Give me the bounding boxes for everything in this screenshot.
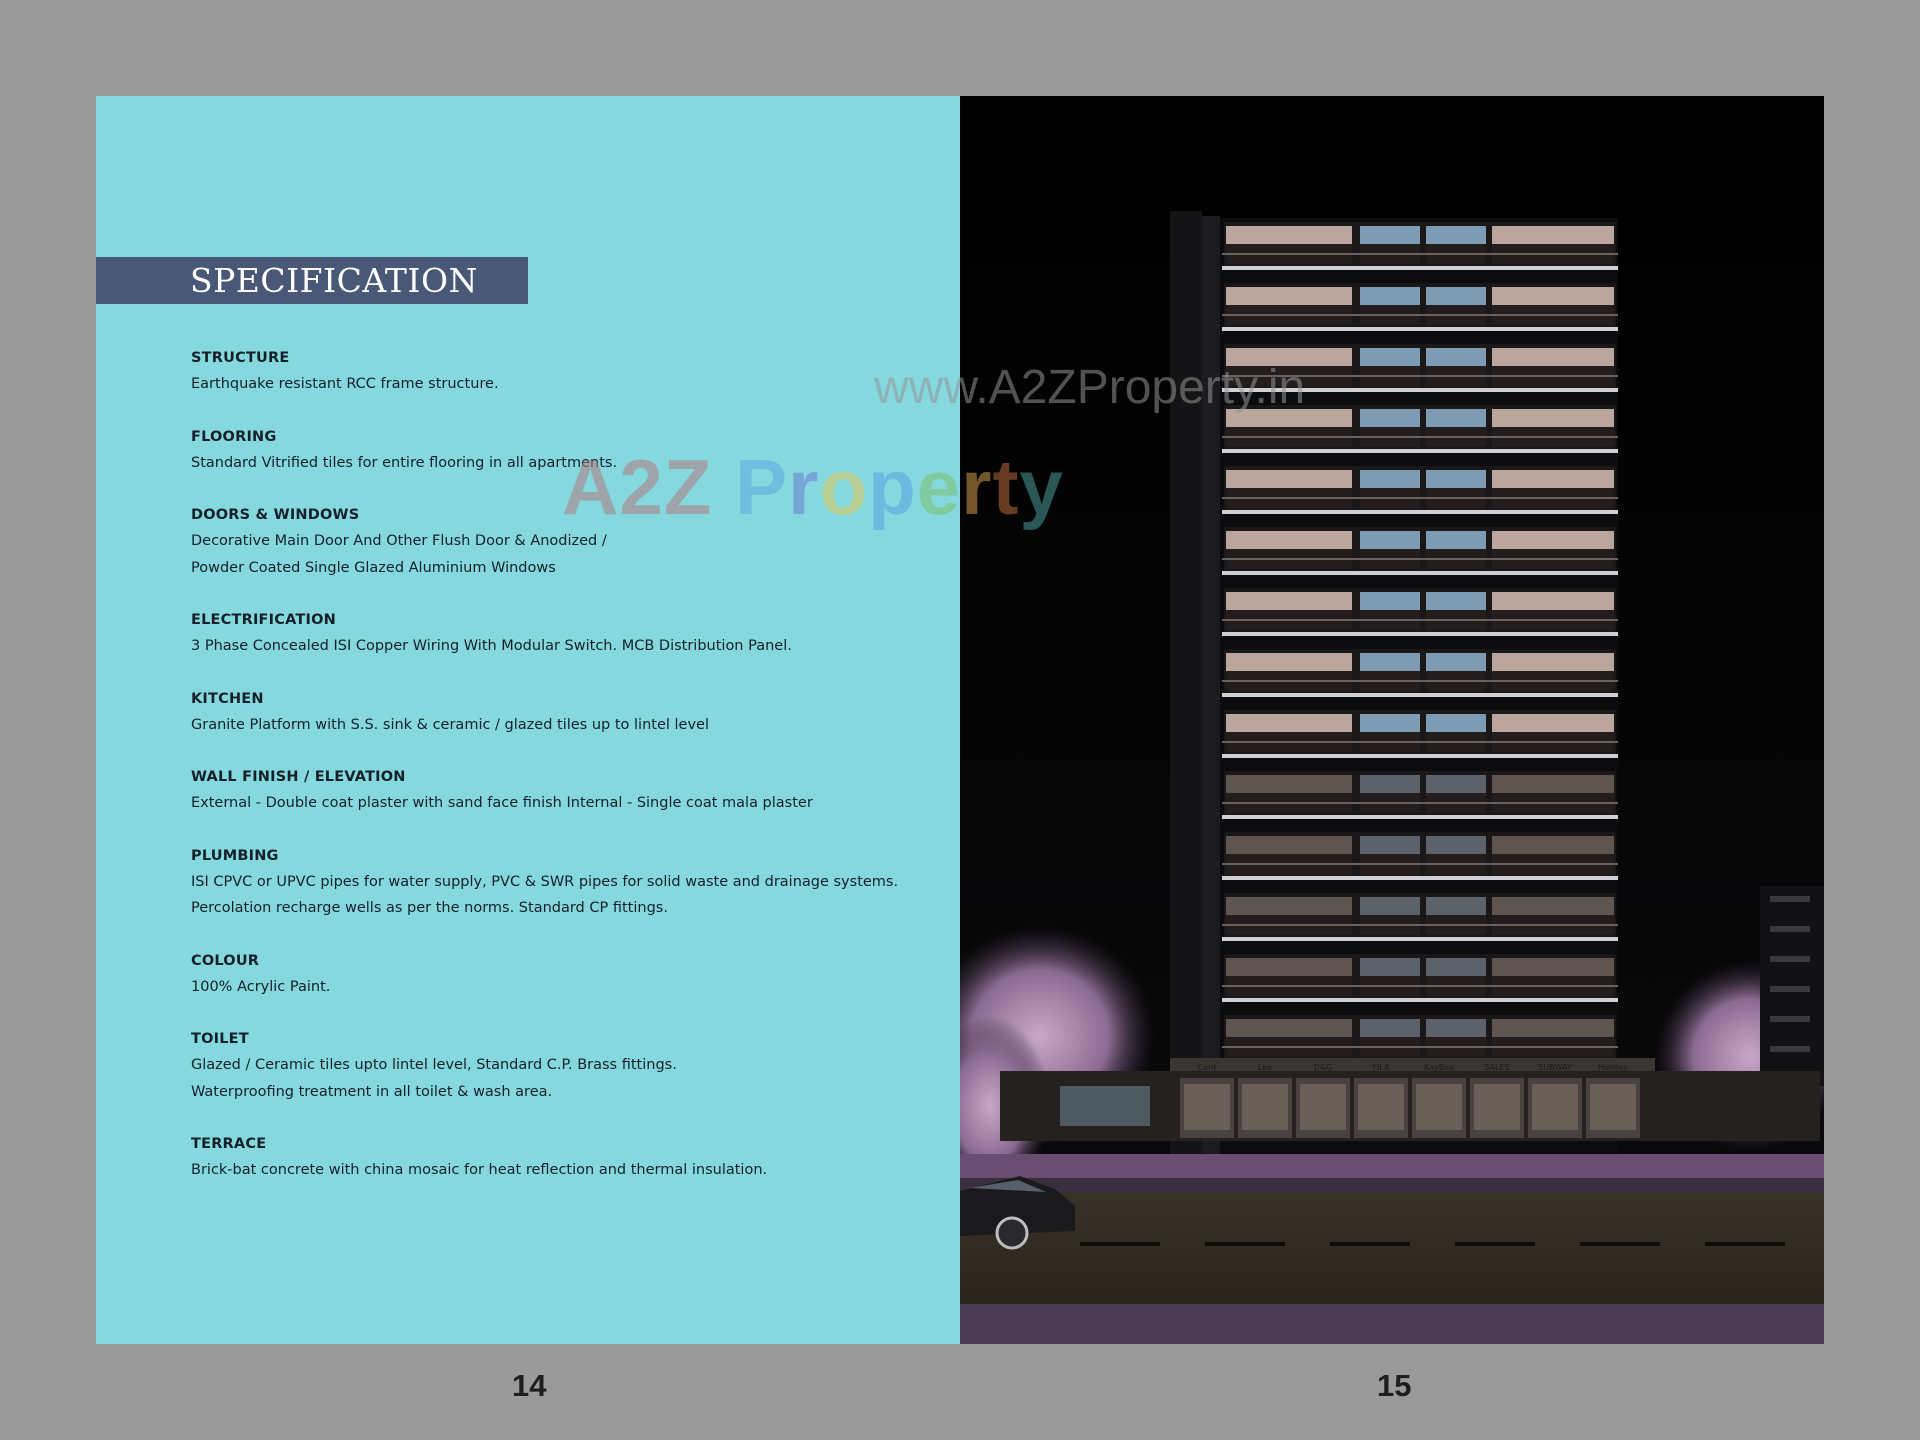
railing (1222, 253, 1618, 255)
spec-heading: WALL FINISH / ELEVATION (191, 769, 406, 785)
window-pane (1360, 836, 1420, 854)
watermark-letter: P (735, 443, 789, 531)
window-pane (1226, 958, 1352, 976)
window-pane (1426, 592, 1486, 610)
watermark-letter: y (1019, 443, 1064, 531)
lane-marking (1205, 1242, 1285, 1246)
shop-sign: FILA (1372, 1063, 1390, 1072)
spec-item (191, 1026, 951, 1105)
distant-window (1770, 986, 1810, 992)
road (960, 1192, 1824, 1304)
railing (1222, 619, 1618, 621)
window-pane (1426, 836, 1486, 854)
slab-line (1222, 327, 1618, 331)
window-pane (1426, 958, 1486, 976)
spec-item (191, 1131, 951, 1184)
page-number-right: 15 (1377, 1368, 1412, 1403)
spec-heading: DOORS & WINDOWS (191, 507, 360, 523)
watermark-letter: e (916, 443, 962, 531)
window-pane (1360, 897, 1420, 915)
lane-marking (1330, 1242, 1410, 1246)
watermark-letter: Z (663, 443, 713, 531)
window-pane (1226, 287, 1352, 305)
spec-text: 3 Phase Concealed ISI Copper Wiring With Modular Switch. MCB Distribution Panel. (191, 638, 792, 654)
spec-heading: TERRACE (191, 1136, 267, 1152)
watermark-letter: p (868, 443, 917, 531)
page-number-left: 14 (512, 1368, 547, 1403)
distant-window (1770, 1016, 1810, 1022)
window-pane (1492, 287, 1614, 305)
spec-heading: STRUCTURE (191, 350, 290, 366)
lane-marking (1705, 1242, 1785, 1246)
shop-sign: Lee (1257, 1063, 1273, 1072)
slab-line (1222, 937, 1618, 941)
window-pane (1426, 226, 1486, 244)
window-pane (1426, 1019, 1486, 1037)
spec-text: External - Double coat plaster with sand face finish Internal - Single coat mala plaster (191, 795, 813, 811)
distant-window (1770, 896, 1810, 902)
watermark-letter: A (562, 443, 620, 531)
railing (1222, 863, 1618, 865)
window-pane (1426, 897, 1486, 915)
railing (1222, 436, 1618, 438)
slab-line (1222, 266, 1618, 270)
window-pane (1492, 775, 1614, 793)
spec-item (191, 764, 951, 817)
lane-marking (1080, 1242, 1160, 1246)
lane-marking (1455, 1242, 1535, 1246)
page-title: SPECIFICATION (190, 261, 478, 300)
spec-item (191, 686, 951, 739)
watermark-letter: 2 (619, 443, 664, 531)
window-pane (1360, 348, 1420, 366)
window-pane (1426, 287, 1486, 305)
shop-window (1184, 1084, 1230, 1130)
tower-edge (1202, 216, 1220, 1161)
window-pane (1426, 714, 1486, 732)
watermark-letter: t (992, 443, 1020, 531)
slab-line (1222, 632, 1618, 636)
window-pane (1360, 470, 1420, 488)
spec-text: Brick-bat concrete with china mosaic for heat reflection and thermal insulation. (191, 1162, 768, 1178)
railing (1222, 924, 1618, 926)
spec-text: Granite Platform with S.S. sink & ceramic / glazed tiles up to lintel level (191, 716, 709, 733)
specification-banner (96, 257, 528, 304)
spec-heading: COLOUR (191, 952, 260, 969)
spec-text: Waterproofing treatment in all toilet & wash area. (191, 1083, 553, 1100)
window-pane (1492, 714, 1614, 732)
window-pane (1226, 531, 1352, 549)
window-pane (1492, 897, 1614, 915)
spec-text: Decorative Main Door And Other Flush Door & Anodized / (191, 533, 607, 549)
watermark-letter (712, 443, 735, 531)
slab-line (1222, 998, 1618, 1002)
tower-side-column (1170, 211, 1202, 1161)
window-pane (1360, 714, 1420, 732)
railing (1222, 497, 1618, 499)
shop-window (1474, 1084, 1520, 1130)
shop-window (1300, 1084, 1346, 1130)
spec-heading: ELECTRIFICATION (191, 612, 336, 628)
slab-line (1222, 754, 1618, 758)
window-pane (1360, 287, 1420, 305)
slab-line (1222, 876, 1618, 880)
window-pane (1226, 1019, 1352, 1037)
spec-text: Earthquake resistant RCC frame structure. (191, 376, 499, 392)
railing (1222, 314, 1618, 316)
shop-window (1416, 1084, 1462, 1130)
spec-item (191, 948, 951, 1001)
slab-line (1222, 571, 1618, 575)
spec-heading: KITCHEN (191, 690, 264, 707)
lane-marking (1580, 1242, 1660, 1246)
hedge-shadow (960, 1178, 1824, 1192)
window-pane (1360, 775, 1420, 793)
shop-window (1532, 1084, 1578, 1130)
shop-window (1590, 1084, 1636, 1130)
spec-text: Percolation recharge wells as per the norms. Standard CP fittings. (191, 900, 668, 916)
watermark-logo (562, 442, 1064, 533)
shop-window (1242, 1084, 1288, 1130)
window-pane (1492, 409, 1614, 427)
spec-heading: TOILET (191, 1031, 249, 1047)
window-pane (1360, 531, 1420, 549)
window-pane (1360, 226, 1420, 244)
spec-item (191, 843, 951, 922)
spec-item (191, 345, 951, 398)
shop-sign: KayBee (1423, 1063, 1455, 1072)
railing (1222, 741, 1618, 743)
window-pane (1426, 348, 1486, 366)
window-pane (1426, 531, 1486, 549)
railing (1222, 558, 1618, 560)
slab-line (1222, 510, 1618, 514)
right-page (960, 96, 1824, 1344)
foreground-grass (960, 1304, 1824, 1344)
shop-sign: Holiday (1597, 1063, 1629, 1072)
slab-line (1222, 815, 1618, 819)
window-pane (1226, 714, 1352, 732)
shop-sign: SUBWAY (1538, 1063, 1572, 1072)
window-pane (1360, 592, 1420, 610)
window-pane (1492, 226, 1614, 244)
window-pane (1426, 470, 1486, 488)
spec-heading: FLOORING (191, 428, 277, 445)
window-pane (1426, 775, 1486, 793)
window-pane (1426, 653, 1486, 671)
distant-window (1770, 926, 1810, 932)
window-pane (1492, 470, 1614, 488)
window-pane (1226, 226, 1352, 244)
window-pane (1492, 958, 1614, 976)
watermark-url: www.A2ZProperty.in (874, 361, 1306, 414)
watermark-letter: r (788, 443, 820, 531)
window-pane (1226, 470, 1352, 488)
window-pane (1492, 1019, 1614, 1037)
spec-item (191, 607, 951, 660)
slab-line (1222, 449, 1618, 453)
shop-sign: Cent (1197, 1063, 1217, 1072)
railing (1222, 680, 1618, 682)
window-pane (1492, 531, 1614, 549)
car-wheel (997, 1218, 1027, 1248)
left-page (96, 96, 960, 1344)
window-pane (1492, 348, 1614, 366)
lobby-glass (1060, 1086, 1150, 1126)
watermark-letter: o (819, 443, 869, 531)
railing (1222, 1046, 1618, 1048)
window-pane (1360, 1019, 1420, 1037)
shop-sign: D&G (1313, 1063, 1333, 1072)
window-pane (1360, 409, 1420, 427)
window-pane (1226, 897, 1352, 915)
spec-heading: PLUMBING (191, 847, 279, 864)
distant-window (1770, 956, 1810, 962)
building-rendering (960, 96, 1824, 1344)
window-pane (1426, 409, 1486, 427)
window-pane (1226, 592, 1352, 610)
window-pane (1492, 836, 1614, 854)
railing (1222, 985, 1618, 987)
window-pane (1226, 836, 1352, 854)
spec-text: ISI CPVC or UPVC pipes for water supply, PVC & SWR pipes for solid waste and drainage systems. (191, 873, 899, 890)
tower (1170, 211, 1618, 1161)
window-pane (1226, 653, 1352, 671)
spec-text: 100% Acrylic Paint. (191, 978, 331, 995)
distant-window (1770, 1046, 1810, 1052)
window-pane (1360, 958, 1420, 976)
window-pane (1226, 775, 1352, 793)
slab-line (1222, 693, 1618, 697)
shop-window (1358, 1084, 1404, 1130)
railing (1222, 802, 1618, 804)
watermark-letter: r (961, 443, 993, 531)
shop-sign: SALES (1484, 1063, 1510, 1072)
window-pane (1492, 653, 1614, 671)
spec-text: Powder Coated Single Glazed Aluminium Windows (191, 559, 556, 576)
spec-text: Glazed / Ceramic tiles upto lintel level, Standard C.P. Brass fittings. (191, 1057, 677, 1073)
spec-text: Standard Vitrified tiles for entire flooring in all apartments. (191, 454, 618, 471)
window-pane (1360, 653, 1420, 671)
window-pane (1492, 592, 1614, 610)
